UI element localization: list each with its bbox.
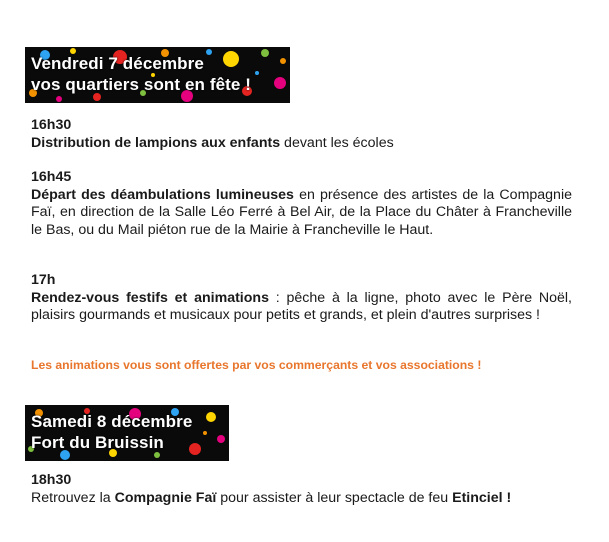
event-description bbox=[31, 290, 572, 325]
event-description bbox=[31, 135, 572, 153]
event-highlight: Départ des déambulations lumineuses bbox=[31, 186, 294, 203]
event-time: 18h30 bbox=[31, 472, 72, 488]
event-description bbox=[31, 187, 572, 240]
banner-friday-subtitle: vos quartiers sont en fête ! bbox=[31, 75, 252, 94]
banner-saturday-title: Samedi 8 décembre bbox=[31, 412, 193, 431]
event-text: en présence des artistes de la Compagnie Faï, en direction de la Salle Léo Ferré à Bel Air, de la Place du Châter à Francheville le Bas, ou du Mail piéton rue de la Mairie à Francheville le Haut. bbox=[31, 186, 572, 238]
banner-saturday bbox=[25, 405, 229, 461]
event-description bbox=[31, 490, 572, 508]
event-text: : pêche à la ligne, photo avec le Père Noël, plaisirs gourmands et musicaux pour petits et grands, et plein d'autres surprises ! bbox=[31, 289, 572, 323]
event-festivities bbox=[31, 272, 572, 325]
event-time: 16h45 bbox=[31, 169, 72, 185]
event-lanterns bbox=[31, 117, 572, 152]
banner-friday-title: Vendredi 7 décembre bbox=[31, 54, 204, 73]
event-highlight: Etinciel ! bbox=[452, 489, 512, 506]
banner-saturday-subtitle: Fort du Bruissin bbox=[31, 433, 164, 452]
event-highlight: Distribution de lampions aux enfants bbox=[31, 134, 281, 151]
event-fire-show bbox=[31, 472, 572, 507]
event-text: pour assister à leur spectacle de feu bbox=[216, 489, 453, 506]
sponsor-note: Les animations vous sont offertes par vos commerçants et vos associations ! bbox=[31, 358, 482, 372]
event-highlight: Compagnie Faï bbox=[114, 489, 217, 506]
event-text: devant les écoles bbox=[280, 134, 394, 151]
event-time: 17h bbox=[31, 272, 56, 288]
event-text: Retrouvez la bbox=[31, 489, 115, 506]
event-highlight: Rendez-vous festifs et animations bbox=[31, 289, 269, 306]
event-time: 16h30 bbox=[31, 117, 72, 133]
banner-friday bbox=[25, 47, 290, 103]
event-parade bbox=[31, 169, 572, 239]
